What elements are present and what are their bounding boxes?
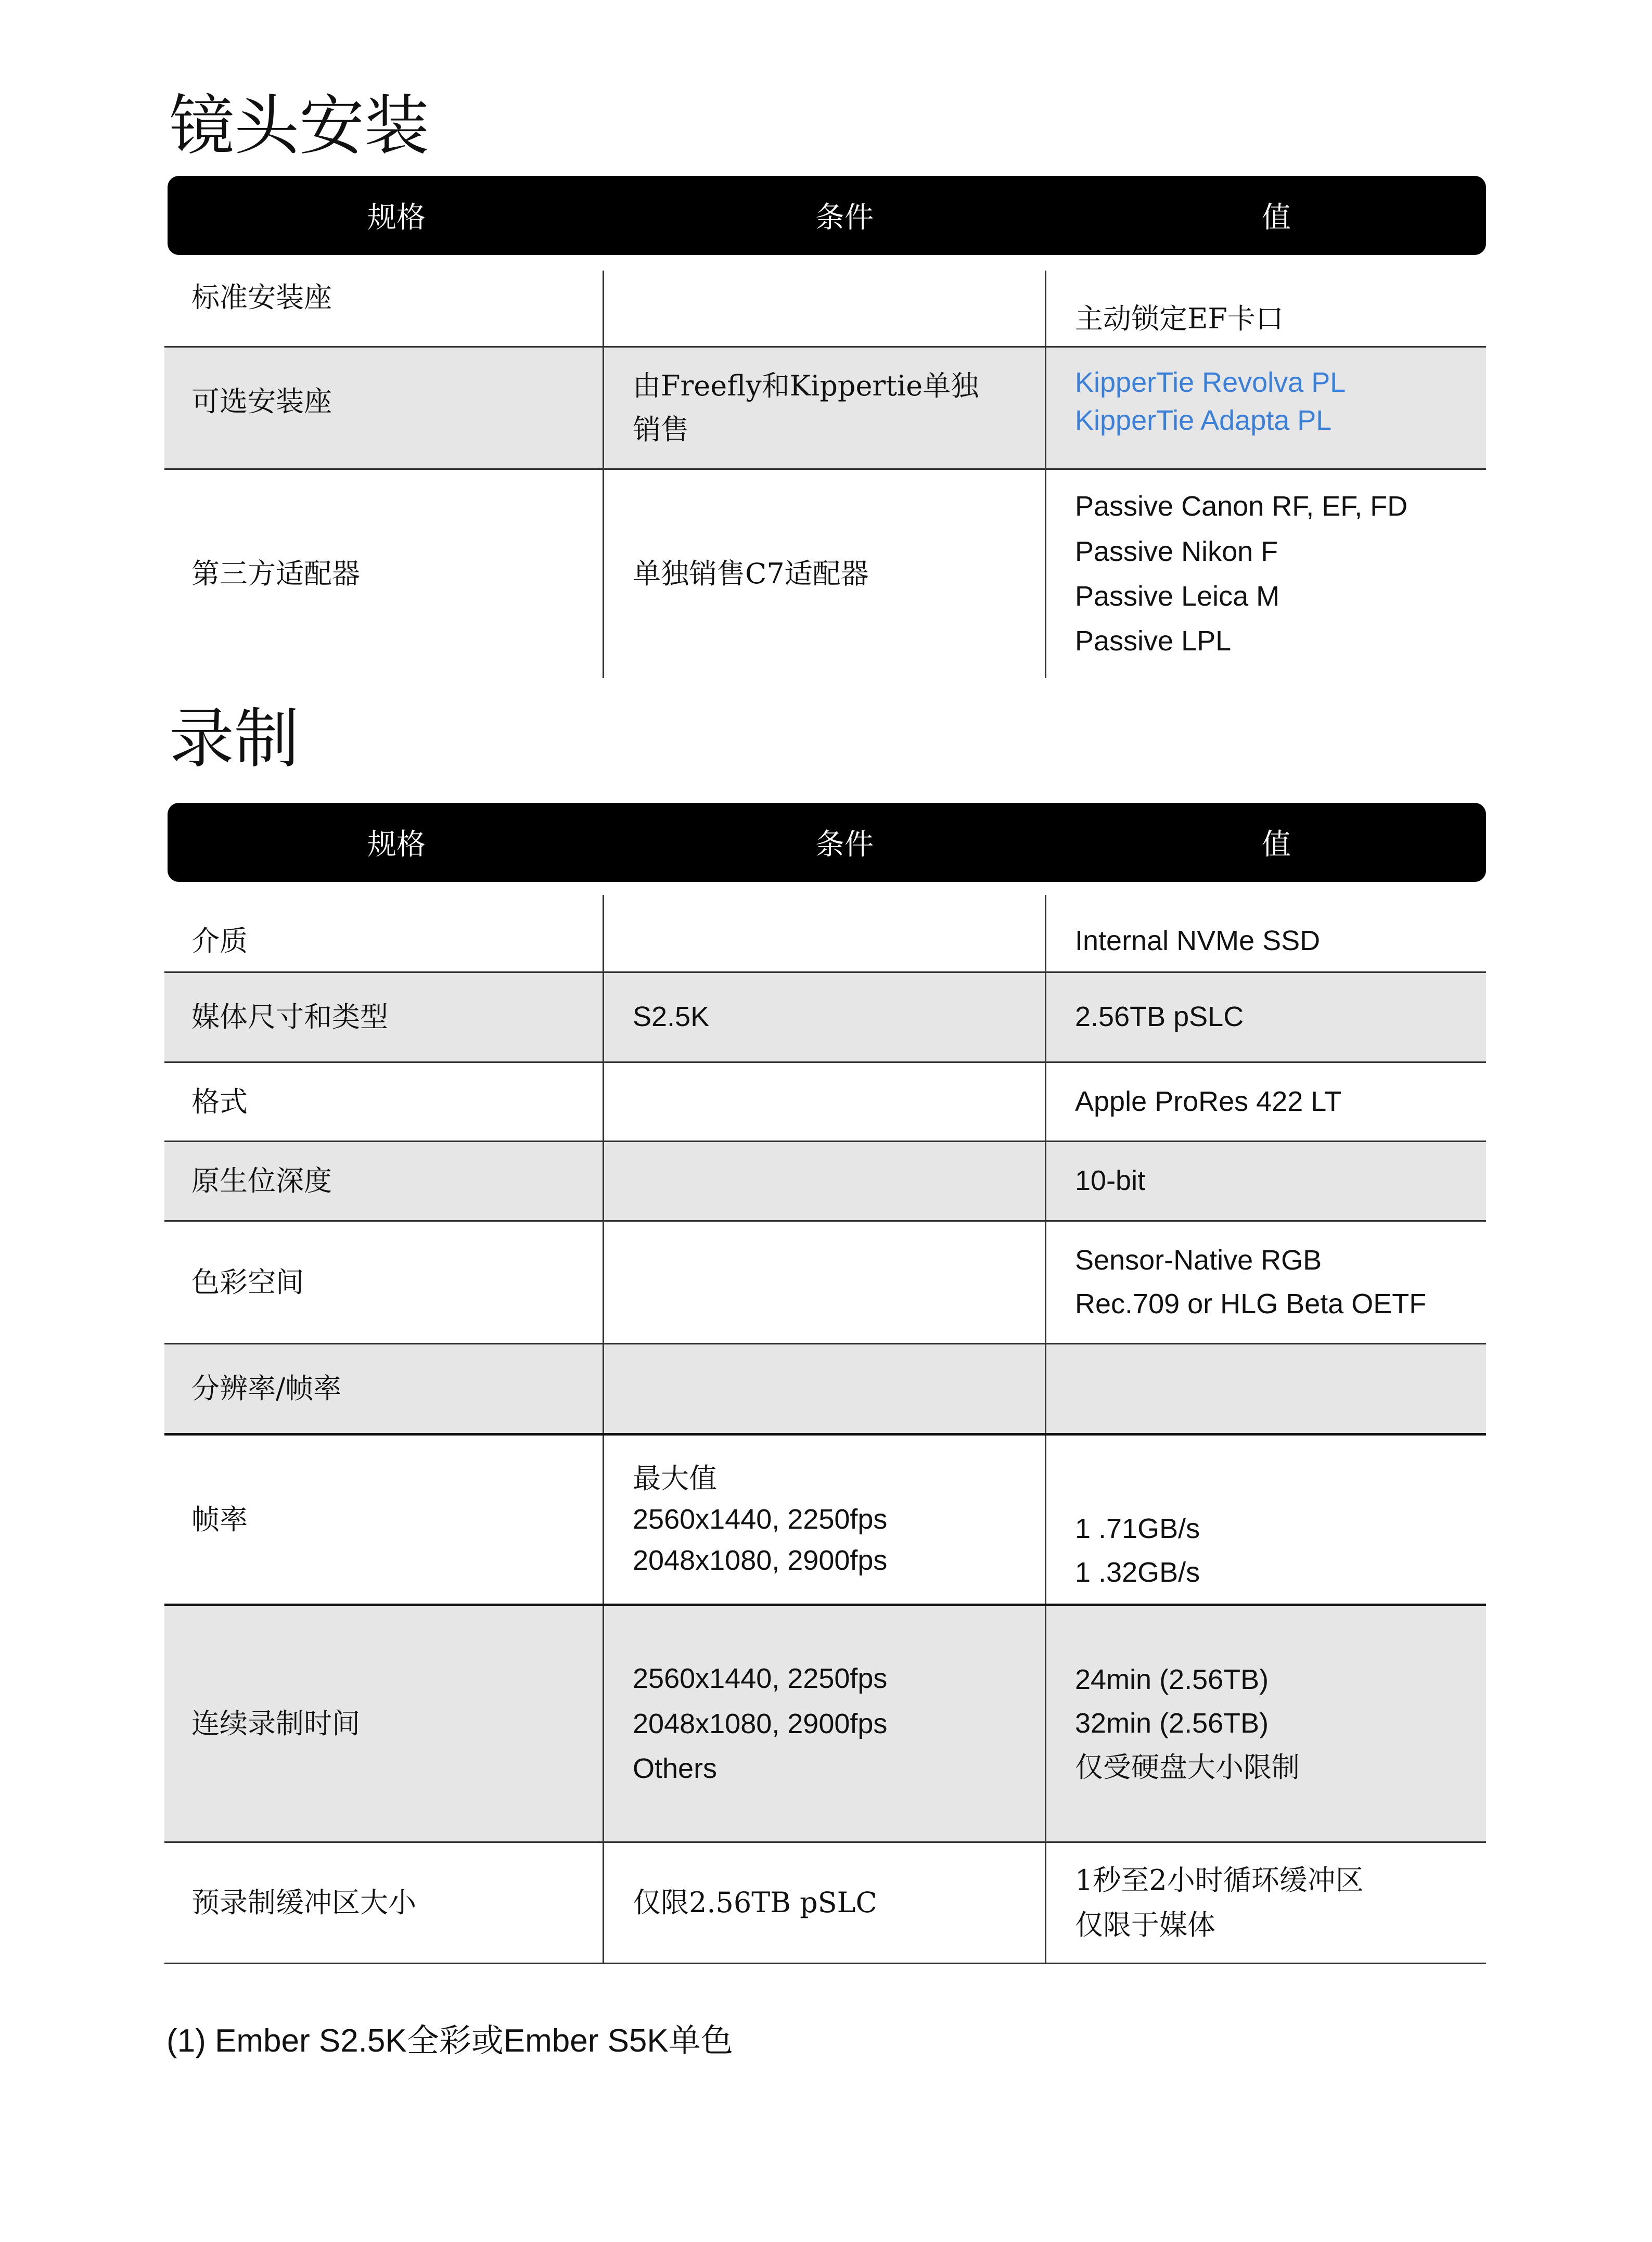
- header-value: 值: [1262, 828, 1291, 862]
- footnote: (1) Ember S2.5K全彩或Ember S5K单色: [167, 2023, 733, 2059]
- header-condition: 条件: [815, 828, 874, 862]
- value-cell: Internal NVMe SSD: [1045, 895, 1486, 971]
- link-kippertie-revolva-pl[interactable]: KipperTie Revolva PL: [1075, 366, 1346, 398]
- condition-cell: [603, 1222, 1045, 1343]
- recording-table: [164, 803, 1486, 1964]
- spec-cell: 分辨率/帧率: [191, 1372, 342, 1405]
- condition-cell: [603, 1142, 1045, 1220]
- condition-cell: [603, 1344, 1045, 1433]
- table-header: [168, 803, 1486, 882]
- table-row: [164, 973, 1486, 1063]
- lens-mount-table: [164, 176, 1486, 678]
- spec-cell: 格式: [191, 1085, 248, 1118]
- condition-cell: [603, 1063, 1045, 1141]
- table-row: [164, 1222, 1486, 1344]
- spec-cell: 连续录制时间: [191, 1707, 360, 1740]
- condition-cell: 单独销售C7适配器: [603, 470, 1045, 678]
- condition-cell: 由Freefly和Kippertie单独销售: [603, 348, 1045, 468]
- header-value: 值: [1262, 201, 1291, 235]
- spec-cell: 第三方适配器: [191, 557, 360, 591]
- value-cell: 主动锁定EF卡口: [1045, 271, 1486, 346]
- header-spec: 规格: [367, 201, 426, 235]
- table-row: [164, 1063, 1486, 1142]
- table-row: [164, 1142, 1486, 1222]
- table-body: [164, 895, 1486, 1964]
- condition-cell: [603, 895, 1045, 971]
- condition-cell: 仅限2.56TB pSLC: [603, 1843, 1045, 1963]
- table-row: [164, 1344, 1486, 1436]
- header-condition: 条件: [815, 201, 874, 235]
- table-row: [164, 1843, 1486, 1964]
- table-row: [164, 895, 1486, 973]
- table-row: [164, 1436, 1486, 1606]
- value-cell: 10-bit: [1045, 1142, 1486, 1220]
- condition-cell: 2560x1440, 2250fps 2048x1080, 2900fps Others: [603, 1606, 1045, 1841]
- table-row: [164, 470, 1486, 678]
- value-cell: 2.56TB pSLC: [1045, 973, 1486, 1061]
- value-cell: [1045, 1344, 1486, 1433]
- condition-cell: [603, 271, 1045, 346]
- link-kippertie-adapta-pl[interactable]: KipperTie Adapta PL: [1075, 404, 1332, 436]
- section-title-recording: 录制: [169, 701, 299, 777]
- table-header: [168, 176, 1486, 255]
- value-cell: [1045, 348, 1486, 468]
- value-cell: 1 .71GB/s 1 .32GB/s: [1045, 1436, 1486, 1604]
- table-row: [164, 271, 1486, 348]
- table-row: [164, 348, 1486, 470]
- spec-cell: 介质: [191, 924, 248, 957]
- value-cell: Sensor-Native RGB Rec.709 or HLG Beta OETF: [1045, 1222, 1486, 1343]
- section-title-lens-mount: 镜头安装: [169, 88, 429, 164]
- value-cell: Apple ProRes 422 LT: [1045, 1063, 1486, 1141]
- header-spec: 规格: [367, 828, 426, 862]
- spec-cell: 预录制缓冲区大小: [191, 1886, 416, 1919]
- value-cell: 24min (2.56TB) 32min (2.56TB) 仅受硬盘大小限制: [1045, 1606, 1486, 1841]
- spec-cell: 标准安装座: [191, 281, 332, 314]
- condition-cell: 最大值 2560x1440, 2250fps 2048x1080, 2900fps: [603, 1436, 1045, 1604]
- spec-cell: 媒体尺寸和类型: [191, 1001, 388, 1034]
- spec-cell: 色彩空间: [191, 1265, 304, 1299]
- spec-cell: 原生位深度: [191, 1164, 332, 1198]
- condition-cell: S2.5K: [603, 973, 1045, 1061]
- table-row: [164, 1606, 1486, 1843]
- table-body: [164, 271, 1486, 678]
- spec-cell: 可选安装座: [191, 385, 332, 418]
- value-cell: Passive Canon RF, EF, FD Passive Nikon F Passive Leica M Passive LPL: [1045, 470, 1486, 678]
- spec-cell: 帧率: [191, 1503, 248, 1536]
- value-cell: 1秒至2小时循环缓冲区 仅限于媒体: [1045, 1843, 1486, 1963]
